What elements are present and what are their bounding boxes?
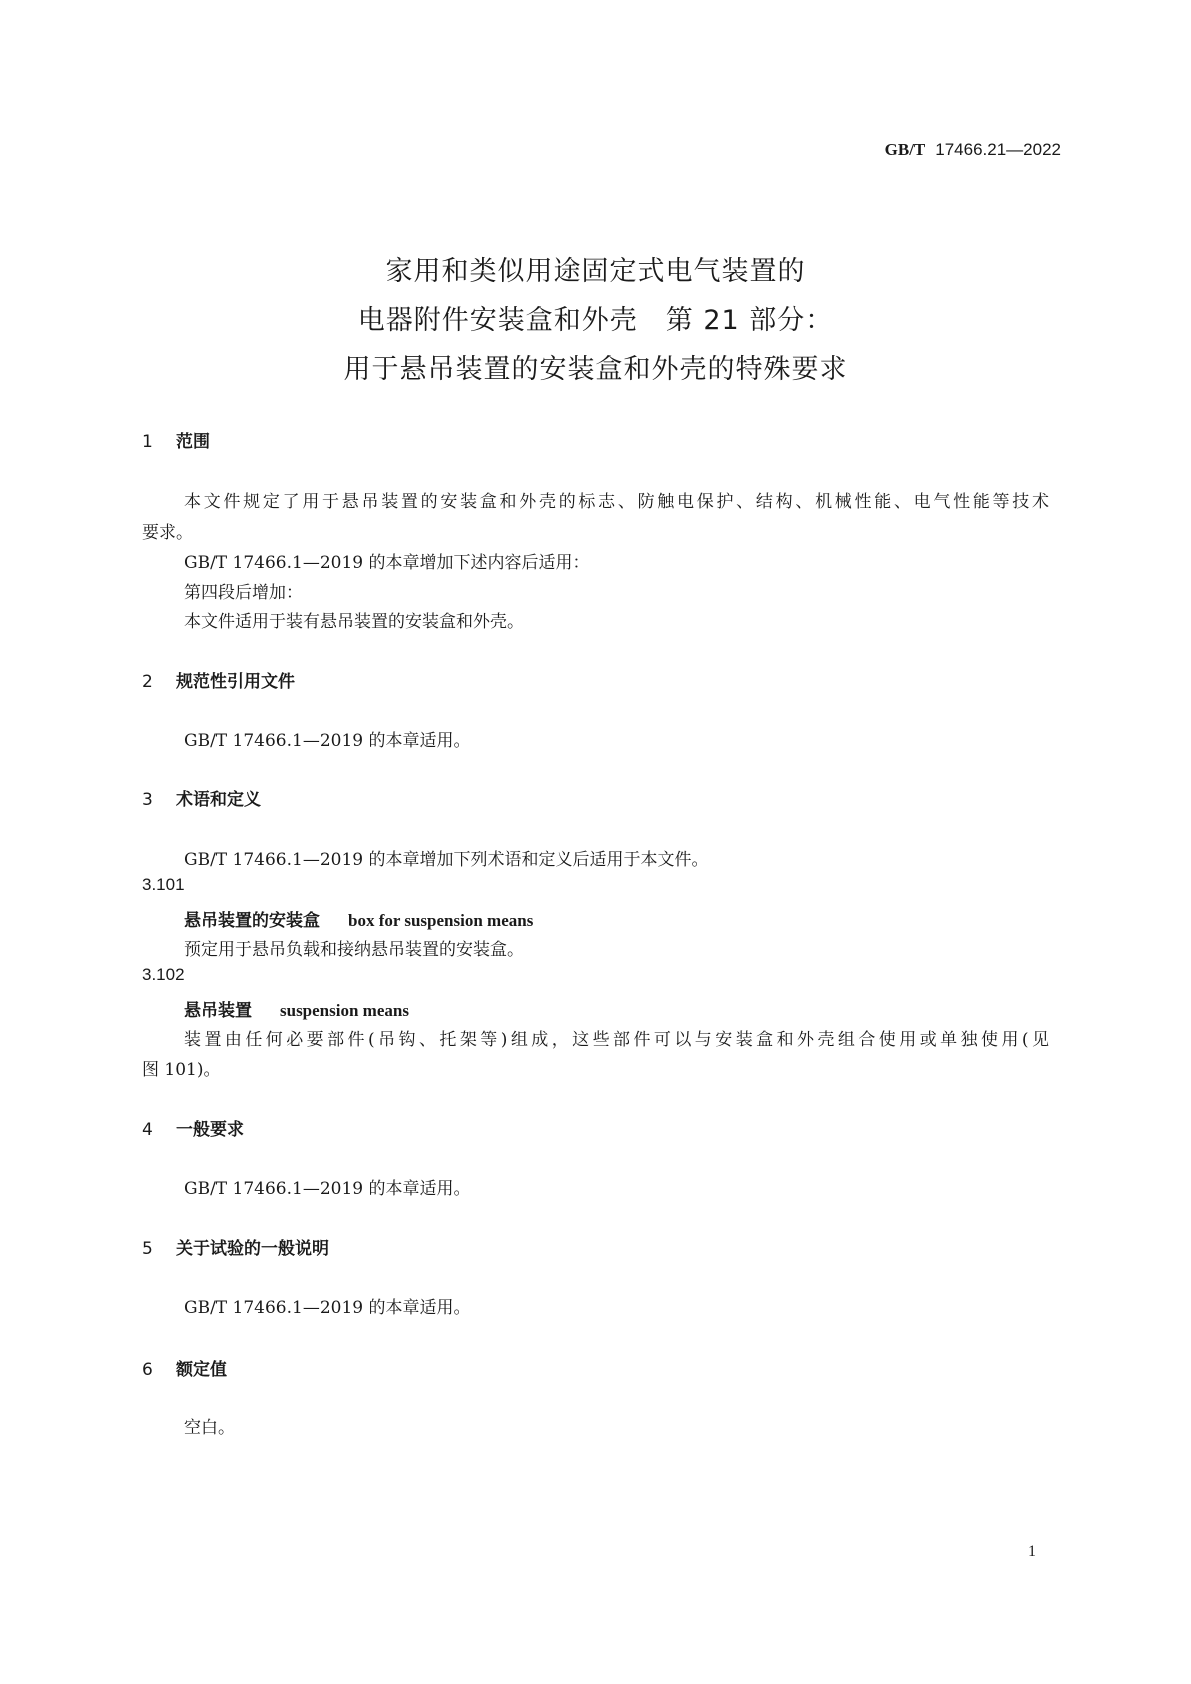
section-title: 规范性引用文件 xyxy=(176,672,295,692)
section-number: 1 xyxy=(142,432,153,452)
section-number: 6 xyxy=(142,1360,153,1380)
term-3-101-number: 3.101 xyxy=(142,875,185,894)
term-3-102-definition: 装置由任何必要部件(吊钩、托架等)组成，这些部件可以与安装盒和外壳组合使用或单独使用(见 xyxy=(184,1030,1049,1050)
term-3-101 xyxy=(184,906,533,931)
section-number: 2 xyxy=(142,672,153,692)
term-english: suspension means xyxy=(280,1001,409,1020)
section-5-heading xyxy=(142,1234,329,1259)
section-4-paragraph-1: GB/T 17466.1—2019 的本章适用。 xyxy=(184,1179,471,1199)
section-2-paragraph-1: GB/T 17466.1—2019 的本章适用。 xyxy=(184,731,471,751)
standard-prefix: GB/T xyxy=(884,140,926,159)
title-line-1: 家用和类似用途固定式电气装置的 xyxy=(385,256,806,287)
title-line-2: 电器附件安装盒和外壳 第 21 部分： xyxy=(357,305,834,336)
section-4-heading xyxy=(142,1115,244,1140)
section-1-paragraph-3: 第四段后增加： xyxy=(184,583,303,603)
title-line-3: 用于悬吊装置的安装盒和外壳的特殊要求 xyxy=(343,354,848,385)
section-title: 一般要求 xyxy=(176,1120,244,1140)
standard-number xyxy=(885,140,1061,160)
term-3-102-definition-cont: 图 101)。 xyxy=(142,1060,221,1080)
document-title xyxy=(0,247,1191,394)
section-number: 4 xyxy=(142,1120,153,1140)
term-chinese: 悬吊装置的安装盒 xyxy=(184,911,320,931)
section-title: 关于试验的一般说明 xyxy=(176,1239,329,1259)
section-5-paragraph-1: GB/T 17466.1—2019 的本章适用。 xyxy=(184,1298,471,1318)
section-1-paragraph-4: 本文件适用于装有悬吊装置的安装盒和外壳。 xyxy=(184,612,524,632)
term-english: box for suspension means xyxy=(348,911,534,930)
term-3-102-number: 3.102 xyxy=(142,965,185,984)
term-3-102 xyxy=(184,996,409,1021)
section-title: 额定值 xyxy=(176,1360,227,1380)
section-6-heading xyxy=(142,1355,227,1380)
section-6-paragraph-1: 空白。 xyxy=(184,1418,235,1438)
section-1-paragraph-1: 本文件规定了用于悬吊装置的安装盒和外壳的标志、防触电保护、结构、机械性能、电气性能等技术 xyxy=(184,492,1049,512)
section-2-heading xyxy=(142,667,295,692)
section-title: 术语和定义 xyxy=(176,790,261,810)
section-number: 5 xyxy=(142,1239,153,1259)
section-3-heading xyxy=(142,785,261,810)
term-3-101-definition: 预定用于悬吊负载和接纳悬吊装置的安装盒。 xyxy=(184,940,524,960)
section-3-paragraph-1: GB/T 17466.1—2019 的本章增加下列术语和定义后适用于本文件。 xyxy=(184,850,709,870)
section-1-heading xyxy=(142,427,210,452)
section-number: 3 xyxy=(142,790,153,810)
section-title: 范围 xyxy=(176,432,210,452)
section-1-paragraph-1-cont: 要求。 xyxy=(142,523,193,543)
standard-code: 17466.21—2022 xyxy=(935,140,1061,159)
term-chinese: 悬吊装置 xyxy=(184,1001,252,1021)
page-number: 1 xyxy=(1028,1543,1036,1560)
section-1-paragraph-2: GB/T 17466.1—2019 的本章增加下述内容后适用： xyxy=(184,553,590,573)
